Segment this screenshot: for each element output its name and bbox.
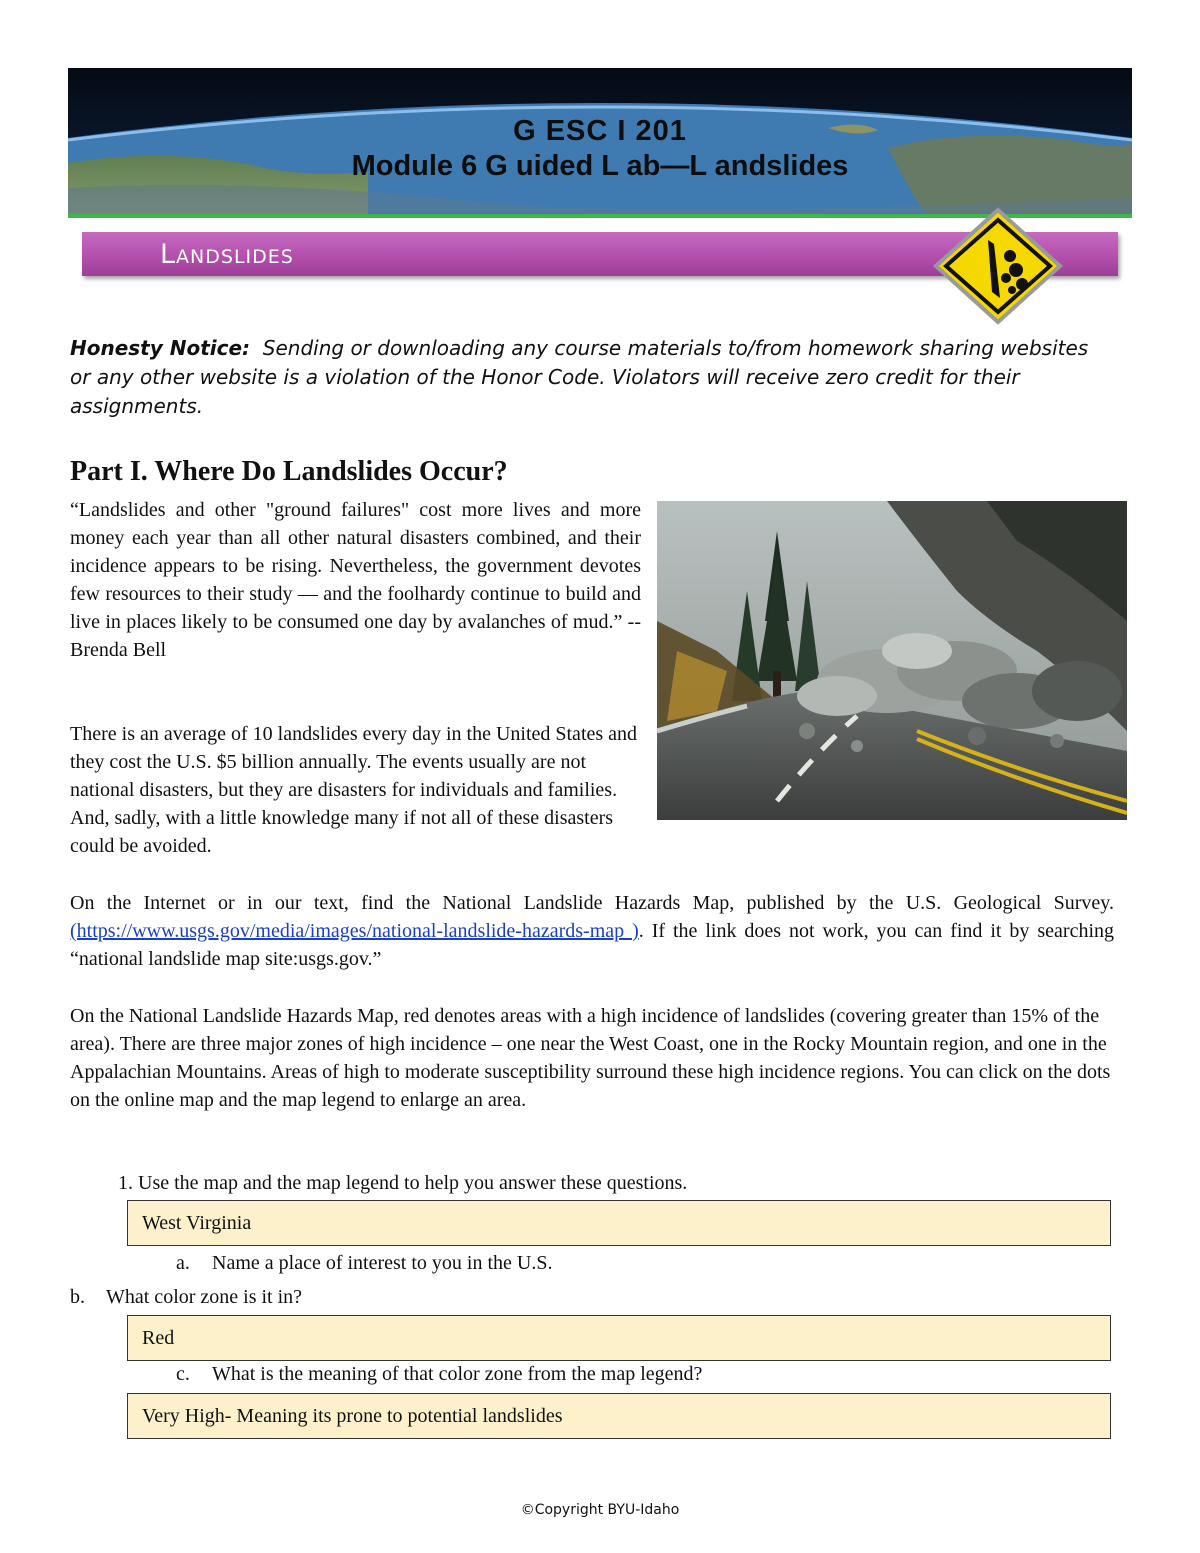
question-1a xyxy=(176,1252,552,1275)
honesty-notice xyxy=(70,334,1100,421)
honesty-label: Honesty Notice: xyxy=(70,336,251,360)
banner-title xyxy=(68,114,1132,184)
internet-text-before: On the Internet or in our text, find the National Landslide Hazards Map, published by the U.S. Geological Survey. xyxy=(70,892,1114,914)
module-title: Module 6 G uided L ab—L andslides xyxy=(351,149,849,182)
answer-meaning-field[interactable]: Very High- Meaning its prone to potential landslides xyxy=(127,1393,1111,1439)
copyright-footer: ©Copyright BYU-Idaho xyxy=(520,1502,680,1518)
question-1c-text: What is the meaning of that color zone from the map legend? xyxy=(212,1363,703,1385)
honesty-text: Sending or downloading any course materials to/from homework sharing websites or any other website is a violation of the Honor Code. Violators will receive zero credit for their assignments. xyxy=(70,336,1089,418)
answer-place-field[interactable]: West Virginia xyxy=(127,1200,1111,1246)
header-banner xyxy=(68,68,1132,218)
part-heading: Part I. Where Do Landslides Occur? xyxy=(70,456,508,487)
question-1a-text: Name a place of interest to you in the U.S. xyxy=(212,1252,553,1274)
question-1a-marker: a. xyxy=(176,1252,190,1274)
answer-color-field[interactable]: Red xyxy=(127,1315,1111,1361)
map-instructions-paragraph xyxy=(70,889,1114,973)
map-description-paragraph: On the National Landslide Hazards Map, red denotes areas with a high incidence of landslides (covering greater than 15% of the area). There are three major zones of high incidence – one near the West Coast, one in the Rocky Mountain region, and one in the Appalachian Mountains. Areas of high to moderate susceptibility surround these high incidence regions. You can click on the dots on the online map and the map legend to enlarge an area. xyxy=(70,1005,1111,1111)
falling-rocks-warning-icon xyxy=(932,206,1064,326)
question-1b-marker: b. xyxy=(70,1286,85,1308)
landslide-road-photo xyxy=(657,501,1127,820)
question-1b xyxy=(70,1286,302,1309)
question-1: 1. Use the map and the map legend to help you answer these questions. xyxy=(118,1172,688,1194)
question-1b-text: What color zone is it in? xyxy=(106,1286,303,1308)
question-1c xyxy=(176,1363,702,1386)
course-code: G ESC I 201 xyxy=(513,115,687,147)
usgs-map-link[interactable]: (https://www.usgs.gov/media/images/national-landslide-hazards-map ) xyxy=(70,920,639,942)
section-label: Landslides xyxy=(160,239,294,270)
landslide-stats-paragraph: There is an average of 10 landslides every day in the United States and they cost the U.S. $5 billion annually. The events usually are not national disasters, but they are disasters for individuals and families. And, sadly, with a little knowledge many if not all of these disasters could be avoided. xyxy=(70,723,638,857)
question-1c-marker: c. xyxy=(176,1363,190,1385)
internet-text-after: . If the link does not work, you can find it by searching “national landslide map site:usgs.gov.” xyxy=(70,920,1115,970)
quote-paragraph: “Landslides and other "ground failures" cost more lives and more money each year than all other natural disasters combined, and their incidence appears to be rising. Nevertheless, the government devotes few resources to their study — and the foolhardy continue to build and live in places likely to be consumed one day by avalanches of mud.” --Brenda Bell xyxy=(70,499,641,661)
